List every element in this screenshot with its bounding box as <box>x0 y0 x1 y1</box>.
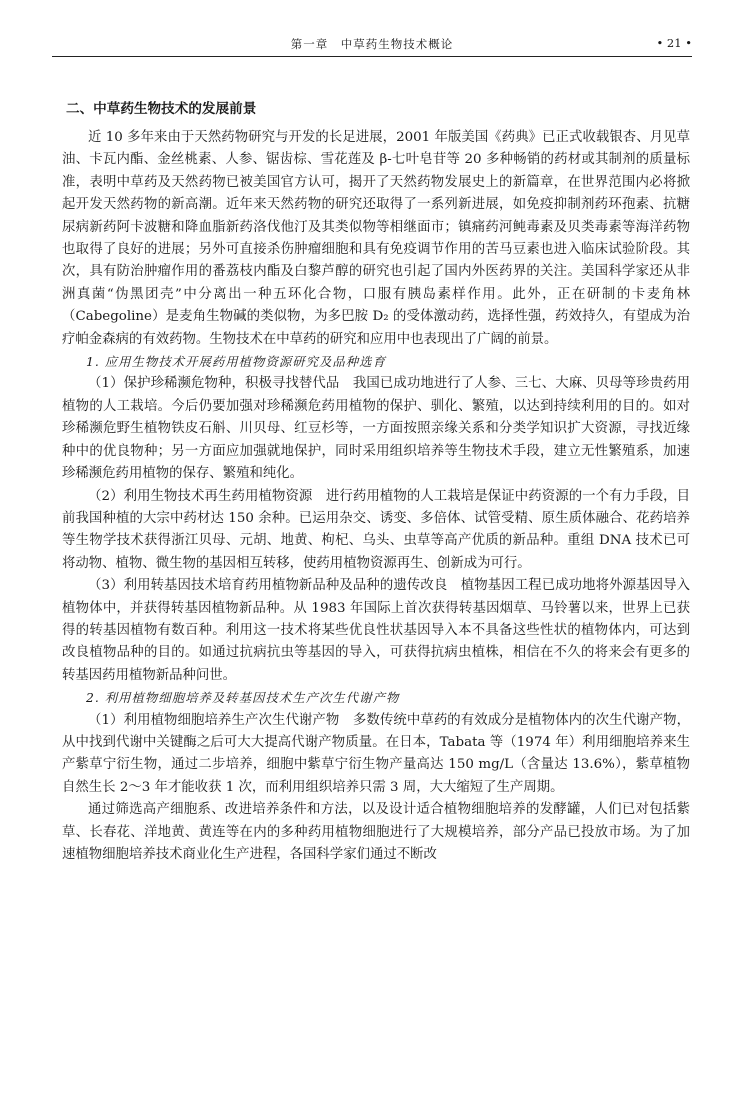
subsection-heading-2: 2. 利用植物细胞培养及转基因技术生产次生代谢产物 <box>86 690 400 706</box>
subsection-heading-1: 1. 应用生物技术开展药用植物资源研究及品种选育 <box>86 354 386 370</box>
paragraph-regenerate-resources: （2）利用生物技术再生药用植物资源 进行药用植物的人工栽培是保证中药资源的一个有力手段，目前我国种植的大宗中药材达 150 余种。已运用杂交、诱变、多倍体、试管受精、原生质体融合、花药培养等生物学技术获得浙江贝母、元胡、地黄、枸杞、乌头、虫草等高产优质的新品种。重组 DNA 技术已可将动物、植物、微生物的基因相互转移，使药用植物资源再生、创新成为可行。 <box>62 488 690 571</box>
paragraph-large-scale-culture: 通过筛选高产细胞系、改进培养条件和方法，以及设计适合植物细胞培养的发酵罐，人们已对包括紫草、长春花、洋地黄、黄连等在内的多种药用植物细胞进行了大规模培养，部分产品已投放市场。为了加速植物细胞培养技术商业化生产进程，各国科学家们通过不断改 <box>62 802 690 862</box>
intro-paragraph: 近 10 多年来由于天然药物研究与开发的长足进展，2001 年版美国《药典》已正式收载银杏、月见草油、卡瓦内酯、金丝桃素、人参、锯齿棕、雪花莲及 β-七叶皂苷等 20 多种畅销的药材或其制剂的质量标准，表明中草药及天然药物已被美国官方认可，揭开了天然药物发展史上的新篇章，在世界范围内必将掀起开发天然药物的新高潮。近年来天然药物的研究还取得了一系列新进展，如免疫抑制剂药环孢素、抗糖尿病新药阿卡波糖和降血脂新药洛伐他汀及其类似物等相继面市；镇痛药河鲀毒素及贝类毒素等海洋药物也取得了良好的进展；另外可直接杀伤肿瘤细胞和具有免疫调节作用的苦马豆素也进入临床试验阶段。其次，具有防治肿瘤作用的番荔枝内酯及白黎芦醇的研究也引起了国内外医药界的关注。美国科学家还从非洲真菌“伪黑团壳”中分离出一种五环化合物，口服有胰岛素样作用。此外，正在研制的卡麦角林（Cabegoline）是麦角生物碱的类似物，为多巴胺 D₂ 的受体激动药，选择性强，药效持久，有望成为治疗帕金森病的有效药物。生物技术在中草药的研究和应用中也表现出了广阔的前景。 <box>62 130 690 347</box>
page-number: • 21 • <box>656 36 692 50</box>
chapter-title: 第一章 中草药生物技术概论 <box>290 37 454 51</box>
paragraph-cell-culture: （1）利用植物细胞培养生产次生代谢产物 多数传统中草药的有效成分是植物体内的次生代谢产物，从中找到代谢中关键酶之后可大大提高代谢产物质量。在日本，Tabata 等（1974 年）利用细胞培养来生产紫草宁衍生物，通过二步培养，细胞中紫草宁衍生物产量高达 150 mg/L（含量达 13.6%），紫草植物自然生长 2～3 年才能收获 1 次，而利用组织培养只需 3 周，大大缩短了生产周期。 <box>62 712 690 795</box>
paragraph-protect-species: （1）保护珍稀濒危物种，积极寻找替代品 我国已成功地进行了人参、三七、大麻、贝母等珍贵药用植物的人工栽培。今后仍要加强对珍稀濒危药用植物的保护、驯化、繁殖，以达到持续利用的目的。如对珍稀濒危野生植物铁皮石斛、川贝母、红豆杉等，一方面按照亲缘关系和分类学知识扩大资源，寻找近缘种中的优良物种；另一方面应加强就地保护，同时采用组织培养等生物技术手段，建立无性繁殖系，加速珍稀濒危药用植物的保存、繁殖和纯化。 <box>62 376 690 482</box>
paragraph-transgenic-breeding: （3）利用转基因技术培育药用植物新品种及品种的遗传改良 植物基因工程已成功地将外源基因导入植物体中，并获得转基因植物新品种。从 1983 年国际上首次获得转基因烟草、马铃薯以来，世界上已获得的转基因植物有数百种。利用这一技术将某些优良性状基因导入本不具备这些性状的植物体内，可达到改良植物品种的目的。如通过抗病抗虫等基因的导入，可获得抗病虫植株，相信在不久的将来会有更多的转基因药用植物新品种问世。 <box>62 578 690 683</box>
section-heading: 二、中草药生物技术的发展前景 <box>66 101 257 117</box>
page-header <box>52 34 692 57</box>
page-body <box>62 98 690 866</box>
